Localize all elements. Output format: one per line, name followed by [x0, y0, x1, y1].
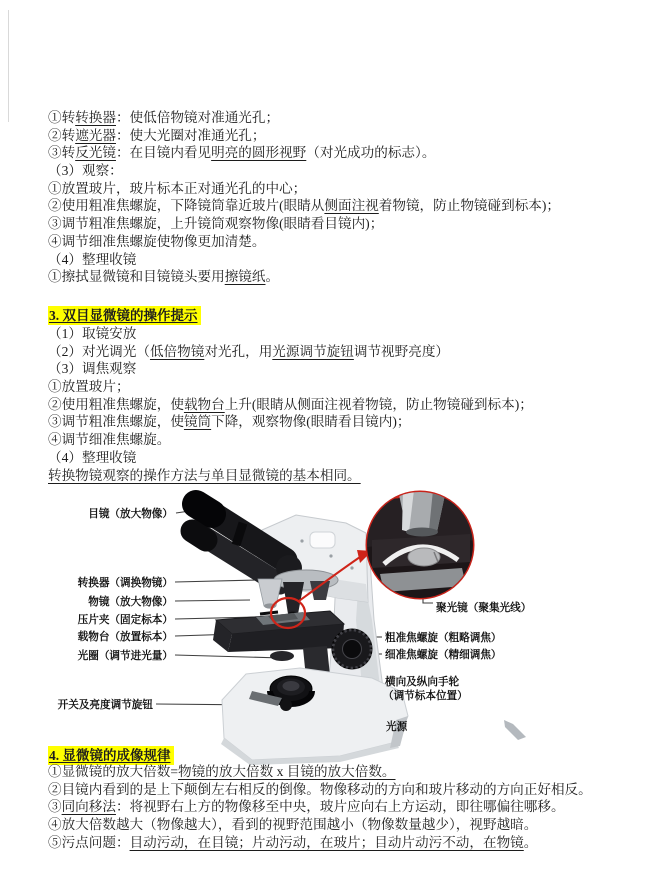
text-segment: （对光成功的标志）。: [306, 145, 436, 161]
text-segment: ③转: [48, 145, 76, 161]
underlined-text: 侧面注视: [324, 198, 379, 214]
text-line: [48, 431, 656, 449]
section4-heading: 4. 显微镜的成像规律: [48, 746, 174, 765]
text-segment: ②转: [48, 127, 76, 143]
text-segment: ②使用粗准焦螺旋，使: [48, 396, 184, 412]
text-line: [48, 180, 656, 198]
underlined-text: 光源调节旋钮: [272, 343, 354, 359]
label-aperture: 光圈（调节进光量）: [77, 650, 173, 662]
underlined-text: 目动污动，在目镜；片动污动，在玻片；目动片动污不动，在物镜: [129, 834, 524, 850]
text-segment: 。: [265, 269, 280, 285]
label-condenser: 聚光镜（聚集光线）: [436, 602, 532, 614]
zoom-inset-circle: [366, 490, 480, 600]
text-line: [48, 467, 656, 485]
section4-paragraph: [48, 763, 656, 851]
gray-swoosh-mark: [504, 720, 526, 740]
carry-handle: [310, 532, 335, 548]
underlined-text: 载物台: [183, 396, 225, 412]
text-segment: ③调节粗准焦螺旋，上升镜筒观察物像(眼睛看目镜内)；: [48, 216, 384, 232]
text-segment: 对光孔，用: [204, 343, 273, 359]
underlined-text: 遮光器: [75, 127, 116, 143]
underlined-text: 转换物镜观察的操作方法与单目显微镜的基本相同。: [48, 467, 361, 483]
label-handwheel-line2: （调节标本位置）: [383, 690, 468, 702]
text-segment: （3）观察：: [48, 163, 123, 179]
text-segment: 上升(眼睛从侧面注视着物镜，防止物镜碰到标本)；: [224, 396, 533, 412]
text-line: [48, 763, 656, 781]
text-segment: （4）整理收镜: [48, 449, 137, 465]
text-line: [48, 233, 656, 251]
text-segment: ：将视野右上方的物像移至中央，玻片应向右上方运动，即往哪偏往哪移。: [115, 799, 565, 815]
text-line: [48, 816, 656, 834]
section3-paragraph: [48, 325, 656, 484]
text-segment: ①放置玻片，玻片标本正对通光孔的中心；: [48, 180, 307, 196]
text-segment: （4）整理收镜: [48, 251, 137, 267]
text-segment: ①放置玻片；: [48, 379, 130, 395]
label-coarse-focus: 粗准焦螺旋（粗略调焦）: [385, 632, 502, 644]
text-line: [48, 798, 656, 816]
text-segment: （2）对光调光（: [48, 343, 150, 359]
text-line: [48, 144, 656, 162]
page-edge-artifact: [8, 10, 9, 122]
text-line: [48, 127, 656, 145]
text-line: [48, 197, 656, 215]
underlined-text: 镜筒: [183, 414, 212, 430]
text-segment: ②使用粗准焦螺旋，下降镜筒靠近玻片(眼睛从: [48, 198, 325, 214]
text-segment: ①转: [48, 110, 76, 125]
section3-heading: 3. 双目显微镜的操作提示: [48, 306, 201, 325]
text-segment: 调节视野亮度）: [353, 343, 450, 359]
underlined-text: 物镜的放大倍数 x 目镜的放大倍数。: [178, 764, 396, 779]
label-handwheel-line1: 横向及纵向手轮: [385, 676, 460, 688]
text-segment: ②目镜内看到的是上下颠倒左右相反的倒像。物像移动的方向和玻片移动的方向正好相反。: [48, 781, 592, 797]
text-line: [48, 449, 656, 467]
label-stage-clip: 压片夹（固定标本）: [77, 614, 173, 626]
diaphragm: [270, 651, 294, 661]
label-objective: 物镜（放大物像）: [88, 596, 173, 608]
text-segment: 下降，观察物像(眼睛看目镜内)；: [211, 414, 411, 430]
label-switch-brightness: 开关及亮度调节旋钮: [57, 699, 153, 711]
text-segment: （3）调焦观察: [48, 361, 137, 377]
text-segment: ④放大倍数越大（物像越大），看到的视野范围越小（物像数量越少），视野越暗。: [48, 817, 538, 833]
underlined-text: 擦镜纸: [224, 269, 266, 285]
text-segment: ④调节细准焦螺旋。: [48, 432, 171, 448]
label-eyepiece: 目镜（放大物像）: [88, 508, 173, 520]
intro-paragraph: [48, 109, 656, 286]
underlined-text: 同向移法: [61, 799, 116, 815]
focus-knobs: [332, 629, 372, 669]
text-line: [48, 396, 656, 414]
underlined-text: 明亮的圆形视野: [211, 145, 307, 161]
text-segment: ①擦拭显微镜和目镜镜头要用: [48, 269, 225, 285]
text-segment: （1）取镜安放: [48, 326, 137, 341]
text-segment: ③调节粗准焦螺旋，使: [48, 414, 184, 430]
text-line: [48, 360, 656, 378]
text-line: [48, 781, 656, 799]
microscope-diagram: [0, 485, 665, 775]
text-line: [48, 343, 656, 361]
label-fine-focus: 细准焦螺旋（精细调焦）: [385, 649, 502, 661]
text-line: [48, 834, 656, 852]
text-segment: ：在目镜内看见: [115, 145, 212, 161]
text-line: [48, 162, 656, 180]
text-line: [48, 325, 656, 343]
microscope-figure: [0, 485, 665, 775]
text-line: [48, 109, 656, 127]
underlined-text: 低倍物镜: [149, 343, 205, 359]
text-segment: ③: [48, 799, 62, 815]
text-line: [48, 251, 656, 269]
text-segment: ：使大光圈对准通光孔；: [115, 127, 266, 143]
text-line: [48, 268, 656, 286]
text-segment: ：使低倍物镜对准通光孔；: [115, 110, 280, 125]
underlined-text: 转换器: [75, 110, 116, 125]
label-light-source: 光源: [386, 721, 408, 733]
text-line: [48, 378, 656, 396]
text-segment: 。: [523, 834, 538, 850]
label-nosepiece: 转换器（调换物镜）: [77, 577, 173, 589]
text-line: [48, 413, 656, 431]
underlined-text: 反光镜: [75, 145, 116, 161]
text-segment: ⑤污点问题：: [48, 834, 130, 850]
text-line: [48, 215, 656, 233]
objective-lenses: [258, 579, 330, 616]
text-segment: ④调节细准焦螺旋使物像更加清楚。: [48, 233, 266, 249]
text-segment: ①显微镜的放大倍数=: [48, 764, 179, 779]
figure-labels-left: [58, 507, 173, 711]
label-stage: 载物台（放置标本）: [77, 631, 173, 643]
text-segment: 着物镜，防止物镜碰到标本)；: [378, 198, 561, 214]
